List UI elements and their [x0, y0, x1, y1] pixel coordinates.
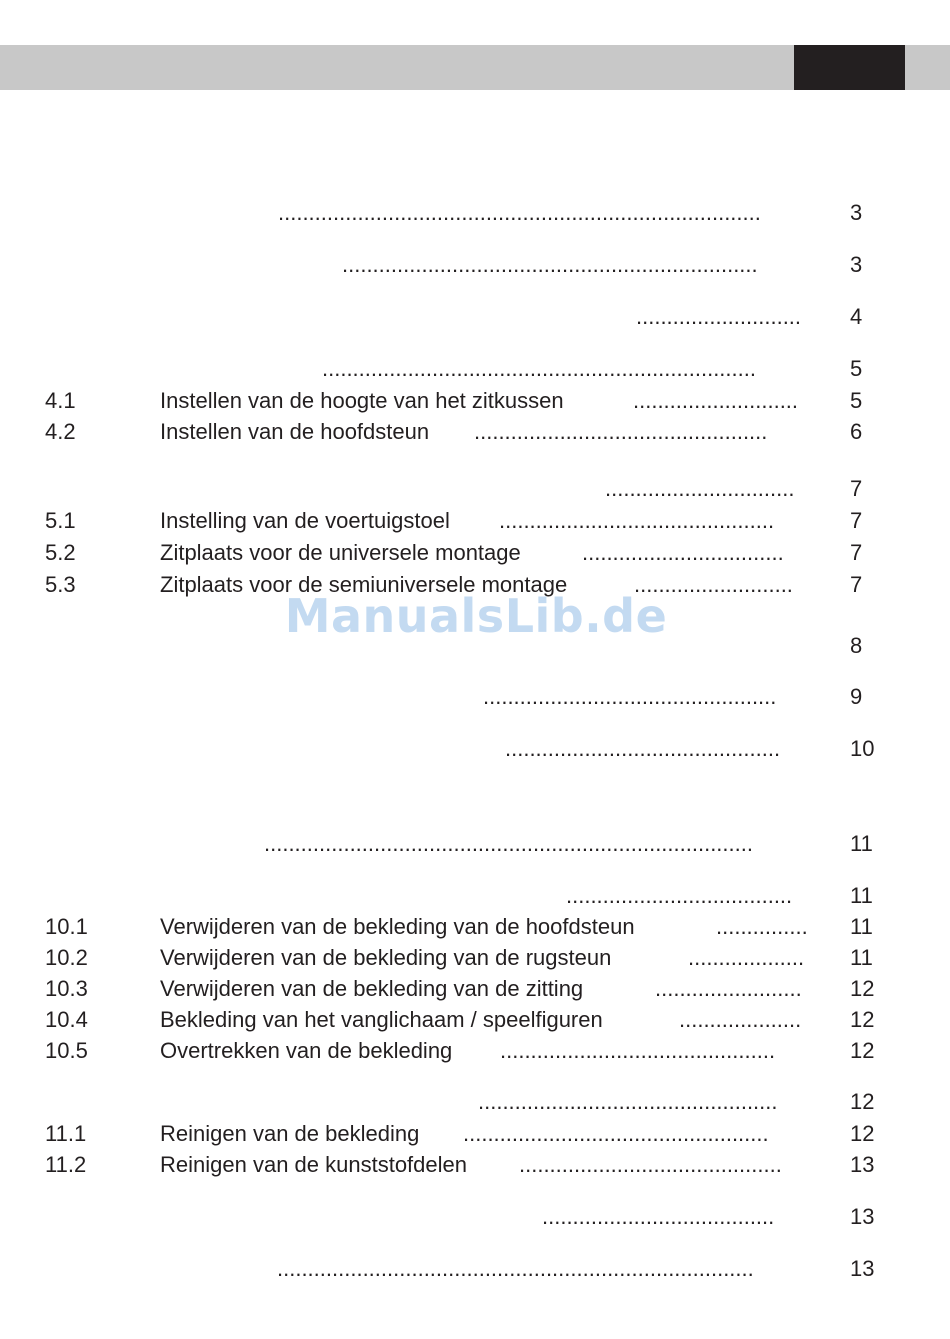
toc-page-number: 3	[850, 252, 863, 277]
toc-row[interactable]	[0, 538, 950, 568]
toc-title: Verwijderen van de bekleding van de rugsteun	[160, 945, 612, 970]
toc-page-number: 7	[850, 508, 863, 533]
toc-number: 11.2	[45, 1152, 87, 1177]
toc-leader: .............................................	[500, 1038, 776, 1063]
toc-row[interactable]	[0, 250, 950, 280]
toc-leader: ...............	[716, 914, 808, 939]
toc-number: 4.2	[45, 419, 76, 444]
toc-title: Zitplaats voor de universele montage	[160, 540, 521, 565]
toc-page-number: 8	[850, 633, 863, 658]
toc-leader: ................................................	[474, 419, 768, 444]
toc-leader: ................................................	[483, 684, 777, 709]
toc-leader: ....................................................................	[342, 252, 758, 277]
toc-row[interactable]	[0, 386, 950, 416]
toc-row[interactable]	[0, 302, 950, 332]
toc-page-number: 13	[850, 1204, 875, 1229]
toc-leader: ...................	[688, 945, 805, 970]
toc-leader: ..............................................................................	[277, 1256, 754, 1281]
toc-page-number: 3	[850, 200, 863, 225]
toc-page-number: 12	[850, 1121, 875, 1146]
toc-page-number: 12	[850, 1089, 875, 1114]
toc-leader: ..........................	[634, 572, 793, 597]
toc-number: 5.3	[45, 572, 76, 597]
toc-row[interactable]	[0, 881, 950, 911]
toc-page-number: 12	[850, 1007, 875, 1032]
toc-number: 10.4	[45, 1007, 88, 1032]
toc-number: 11.1	[45, 1121, 87, 1146]
toc-leader: ..................................................	[463, 1121, 769, 1146]
toc-leader: .....................................	[566, 883, 793, 908]
toc-row[interactable]	[0, 354, 950, 384]
toc-page-number: 12	[850, 976, 875, 1001]
toc-leader: ................................................................................	[264, 831, 753, 856]
toc-row[interactable]	[0, 1036, 950, 1066]
toc-title: Instelling van de voertuigstoel	[160, 508, 450, 533]
toc-page-number: 12	[850, 1038, 875, 1063]
toc-row[interactable]	[0, 912, 950, 942]
toc-title: Reinigen van de kunststofdelen	[160, 1152, 467, 1177]
toc-page-number: 5	[850, 388, 863, 413]
toc-page-number: 11	[850, 945, 873, 970]
toc-leader: ...........................	[633, 388, 799, 413]
toc-row[interactable]	[0, 198, 950, 228]
toc-leader: ........................	[655, 976, 802, 1001]
toc-number: 5.2	[45, 540, 76, 565]
toc-leader: .............................................	[505, 736, 781, 761]
toc-number: 10.1	[45, 914, 88, 939]
toc-row[interactable]	[0, 734, 950, 764]
toc-page-number: 7	[850, 572, 863, 597]
toc-page-number: 4	[850, 304, 863, 329]
toc-row[interactable]	[0, 1087, 950, 1117]
toc-page-number: 11	[850, 883, 873, 908]
toc-leader: ...........................	[636, 304, 802, 329]
toc-number: 4.1	[45, 388, 76, 413]
toc-leader: ...............................................................................	[278, 200, 761, 225]
toc-row[interactable]	[0, 1119, 950, 1149]
toc-page-number: 10	[850, 736, 875, 761]
toc-title: Instellen van de hoogte van het zitkussen	[160, 388, 564, 413]
toc-title: Verwijderen van de bekleding van de zitting	[160, 976, 584, 1001]
toc-page-number: 7	[850, 476, 863, 501]
toc-page-number: 11	[850, 914, 873, 939]
toc-row[interactable]	[0, 1150, 950, 1180]
toc-number: 10.5	[45, 1038, 88, 1063]
toc-page-number: 13	[850, 1256, 875, 1281]
toc-row[interactable]	[0, 1202, 950, 1232]
toc-page-number: 11	[850, 831, 873, 856]
toc-leader: ...............................	[605, 476, 795, 501]
toc-row[interactable]	[0, 417, 950, 447]
toc-row[interactable]	[0, 474, 950, 504]
toc-leader: .................................................	[478, 1089, 778, 1114]
toc-title: Zitplaats voor de semiuniversele montage	[160, 572, 568, 597]
toc-page-number: 5	[850, 356, 863, 381]
toc-leader: .............................................	[499, 508, 775, 533]
toc-leader: ....................	[679, 1007, 802, 1032]
toc-title: Reinigen van de bekleding	[160, 1121, 420, 1146]
toc-title: Overtrekken van de bekleding	[160, 1038, 453, 1063]
toc-page-number: 13	[850, 1152, 875, 1177]
toc-leader: ...........................................	[519, 1152, 782, 1177]
toc-number: 10.2	[45, 945, 88, 970]
toc-page-number: 9	[850, 684, 863, 709]
toc-row[interactable]	[0, 506, 950, 536]
toc-title: Verwijderen van de bekleding van de hoofdsteun	[160, 914, 635, 939]
toc-leader: ......................................	[542, 1204, 775, 1229]
toc-page-number: 6	[850, 419, 863, 444]
toc-number: 5.1	[45, 508, 76, 533]
toc-title: Bekleding van het vanglichaam / speelfiguren	[160, 1007, 603, 1032]
toc-row[interactable]	[0, 682, 950, 712]
toc-row[interactable]	[0, 829, 950, 859]
toc-row[interactable]	[0, 1005, 950, 1035]
watermark: ManualsLib.de	[284, 589, 668, 643]
toc-leader: .......................................................................	[322, 356, 756, 381]
toc-leader: .................................	[582, 540, 784, 565]
toc-row[interactable]	[0, 974, 950, 1004]
toc-row[interactable]	[0, 1254, 950, 1284]
toc-number: 10.3	[45, 976, 88, 1001]
toc-row[interactable]	[0, 943, 950, 973]
toc-title: Instellen van de hoofdsteun	[160, 419, 430, 444]
toc-page-number: 7	[850, 540, 863, 565]
